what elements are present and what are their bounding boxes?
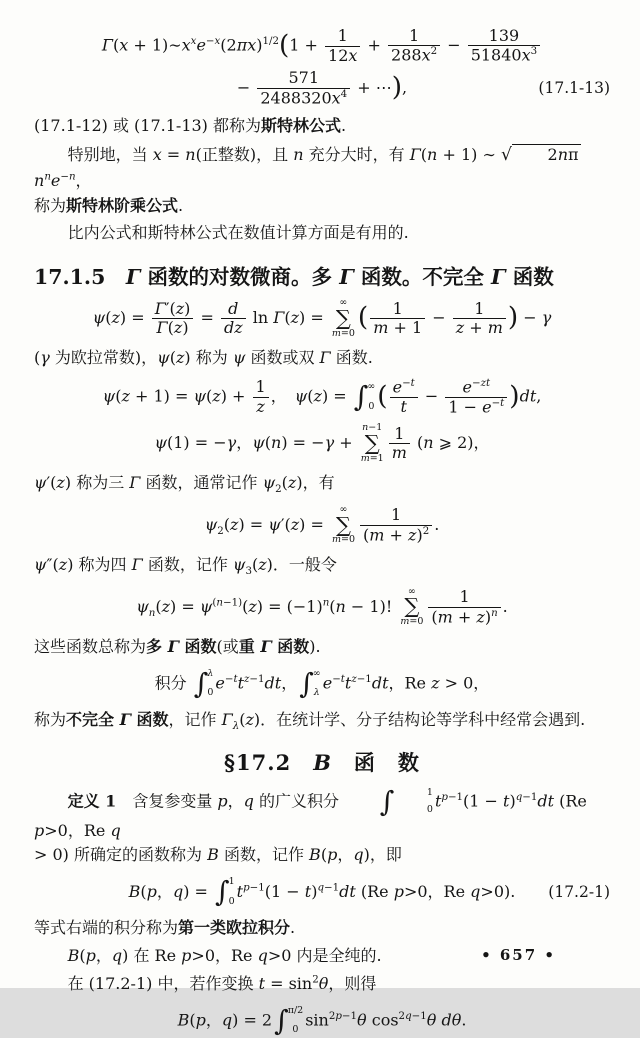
- paragraph-substitution: 在 (17.2-1) 中，若作变换 $t = \sin^2\theta$，则得: [67, 973, 377, 993]
- equation-psi-values: ψ(1) = −γ，ψ(n) = −γ + n−1 ∑ m=1 $\frac{1}{m}$ (n ⩾ 2)，: [154, 422, 490, 464]
- page-number: • 657 •: [481, 946, 556, 964]
- equation-17-1-13-line1: $\Gamma(x + 1)\sim x^xe^{-x}(2\pi x)^{1/2}(1$ + $\frac{1}{12x}$ + $\frac{1}{288x^2}$ − $\frac{139}{51840x^3}$: [34, 27, 610, 65]
- paragraph-tetragamma: ψ″(z) 称为四 Γ 函数，记作 $\psi_3(z)$．一般令: [34, 554, 337, 578]
- equation-number-17-1-13: (17.1-13): [538, 79, 610, 98]
- section-heading-17-1-5: 17.1.5 Γ 函数的对数微商。多 Γ 函数。不完全 Γ 函数: [34, 265, 554, 290]
- section-heading-17-2: §17.2 B 函 数: [224, 749, 420, 775]
- equation-psi2: $\psi_2(z) = \psi'(z)$ = ∞ ∑ m=0 $\frac{1}{(m + z)^2}$ .: [204, 504, 440, 546]
- equation-17-1-13-line2-row: [34, 69, 610, 107]
- equation-number-17-2-1: (17.2-1): [548, 883, 610, 902]
- paragraph-stirling-factorial: 特别地，当 x = n(正整数)，且 n 充分大时，有 Γ(n + 1) ∼ √ 2nπ $n^ne^{-n}$， 称为斯特林阶乘公式.: [34, 145, 579, 215]
- paragraph-polygamma: 这些函数总称为多 Γ 函数(或重 Γ 函数).: [34, 636, 321, 656]
- equation-psi-recurrence: ψ(z + 1) = ψ(z) + $\frac{1}{z}$ ， ψ(z) = ∫ ∞ 0 ( $\frac{e^{-t}}{t}$ − $\frac{e^{-zt}}{1 - e^{-t}}$ )dt,: [102, 376, 542, 416]
- equation-psi-definition: ψ(z) = $\frac{\Gamma'(z)}{\Gamma(z)}$ = $\frac{d}{dz}$ ln Γ(z) = ∞ ∑ m=0 ( $\frac{1}{m + 1}$ − $\frac{1}{z + m}$ ) − γ: [92, 297, 552, 339]
- paragraph-euler-constant: (γ 为欧拉常数)，ψ(z) 称为 ψ 函数或双 Γ 函数.: [34, 348, 373, 367]
- paragraph-binet-remark: 比内公式和斯特林公式在数值计算方面是有用的.: [67, 223, 409, 243]
- equation-17-2-1: [34, 875, 610, 909]
- paragraph-stirling-formula: (17.1-12) 或 (17.1-13) 都称为斯特林公式.: [34, 116, 347, 136]
- paragraph-holomorphic: B(p，q) 在 Re p>0，Re q>0 内是全纯的.: [67, 946, 382, 965]
- paragraph-definition-1: 定义 1 含复参变量 p，q 的广义积分 ∫ 1 0 $t^{p-1}(1 - t)^{q-1}dt$ (Re p>0，Re q > 0) 所确定的函数称为 B 函数，记作 B(p，q)，即: [34, 784, 587, 865]
- paragraph-incomplete-gamma: 称为不完全 Γ 函数，记作 $\Gamma_\lambda(z)$．在统计学、分子结构论等学科中经常会遇到.: [34, 709, 586, 732]
- equation-psi-n: $\psi_n(z) = \psi^{(n-1)}(z) = (-1)^n(n - 1)$! ∞ ∑ m=0 $\frac{1}{(m + z)^n}$ .: [136, 585, 508, 628]
- equation-17-1-13-line2: − $\frac{571}{2488320x^4}$ + ⋯),: [236, 68, 408, 107]
- paragraph-trigamma: ψ′(z) 称为三 Γ 函数，通常记作 $\psi_2(z)$，有: [34, 473, 335, 496]
- equation-17-2-1-body: B(p，q) = ∫ 1 0 $t^{p-1}(1 - t)^{q-1}dt$ (Re p>0，Re q>0).: [128, 875, 516, 909]
- equation-beta-trigonometric: B(p，q) = 2 ∫ π/2 0 $\sin^{2p-1}\theta$ $\cos^{2q-1}\theta$ dθ.: [177, 1003, 467, 1037]
- paragraph-first-euler-integral: 等式右端的积分称为第一类欧拉积分.: [34, 918, 296, 938]
- equation-17-1-13: [34, 27, 610, 107]
- equation-incomplete-gamma-integrals: 积分 ∫ λ 0 $e^{-t}t^{z-1}dt$， ∫ ∞ λ $e^{-t}t^{z-1}dt$，Re z > 0，: [154, 666, 490, 700]
